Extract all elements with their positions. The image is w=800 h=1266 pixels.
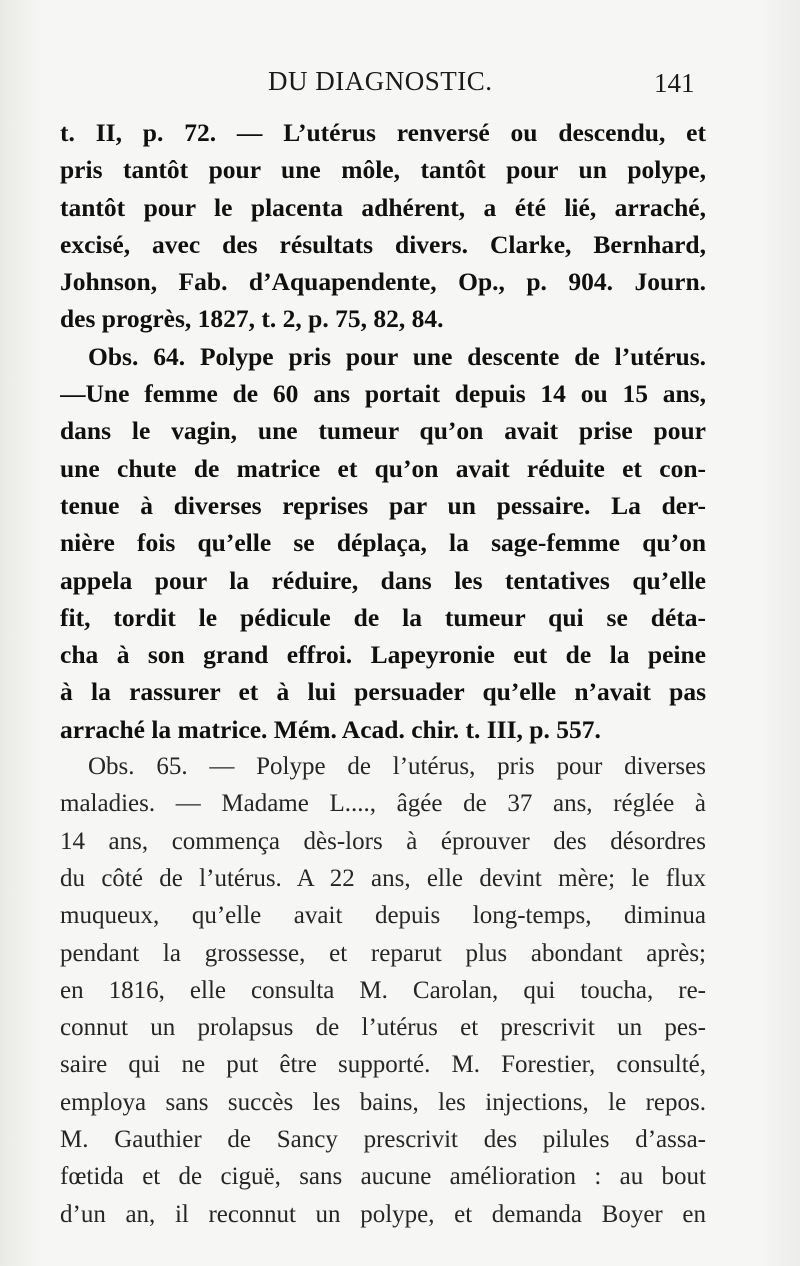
text-line: saire qui ne put être supporté. M. Forestier, consulté, [60,1051,706,1079]
text-line: 14 ans, commença dès-lors à éprouver des désordres [60,827,706,855]
text-line: des progrès, 1827, t. 2, p. 75, 82, 84. [60,304,444,334]
text-line: M. Gauthier de Sancy prescrivit des pilules d’assa- [60,1126,706,1154]
text-line: connut un prolapsus de l’utérus et prescrivit un pes- [60,1014,706,1042]
text-line: Obs. 65. — Polype de l’utérus, pris pour diverses [88,753,706,781]
text-line: en 1816, elle consulta M. Carolan, qui toucha, re- [60,976,706,1004]
text-line: tenue à diverses reprises par un pessaire. La der- [60,490,706,520]
text-line: cha à son grand effroi. Lapeyronie eut de la peine [60,640,706,670]
text-line: muqueux, qu’elle avait depuis long-temps, diminua [60,902,706,930]
text-line: dans le vagin, une tumeur qu’on avait prise pour [60,416,706,446]
text-line: appela pour la réduire, dans les tentatives qu’elle [60,565,706,595]
text-line: maladies. — Madame L...., âgée de 37 ans, réglée à [60,790,706,818]
text-line: t. II, p. 72. — L’utérus renversé ou descendu, et [60,118,706,147]
text-line: employa sans succès les bains, les injections, le repos. [60,1088,706,1116]
page-number: 141 [654,68,695,98]
text-line: Johnson, Fab. d’Aquapendente, Op., p. 904. Journ. [60,267,706,297]
text-line: Obs. 64. Polype pris pour une descente de l’utérus. [88,341,706,371]
page-header [0,66,800,106]
text-line: pris tantôt pour une môle, tantôt pour un polype, [60,155,706,185]
text-line: tantôt pour le placenta adhérent, a été lié, arraché, [60,192,706,222]
text-line: nière fois qu’elle se déplaça, la sage-femme qu’on [60,528,706,558]
text-line: du côté de l’utérus. A 22 ans, elle devint mère; le flux [60,864,706,892]
text-line: d’un an, il reconnut un polype, et demanda Boyer en [60,1200,706,1228]
text-line: à la rassurer et à lui persuader qu’elle n’avait pas [60,677,706,707]
light-paragraphs [60,748,706,1233]
text-line: une chute de matrice et qu’on avait réduite et con- [60,453,706,483]
bold-paragraphs [60,114,706,748]
text-line: pendant la grossesse, et reparut plus abondant après; [60,939,706,967]
text-line: arraché la matrice. Mém. Acad. chir. t. III, p. 557. [60,714,601,744]
text-line: excisé, avec des résultats divers. Clarke, Bernhard, [60,229,706,259]
running-head: DU DIAGNOSTIC. [268,66,493,96]
body-text [60,114,706,1233]
text-line: fœtida et de ciguë, sans aucune amélioration : au bout [60,1163,706,1191]
text-line: fit, tordit le pédicule de la tumeur qui se déta- [60,602,706,632]
text-line: —Une femme de 60 ans portait depuis 14 ou 15 ans, [60,379,706,409]
